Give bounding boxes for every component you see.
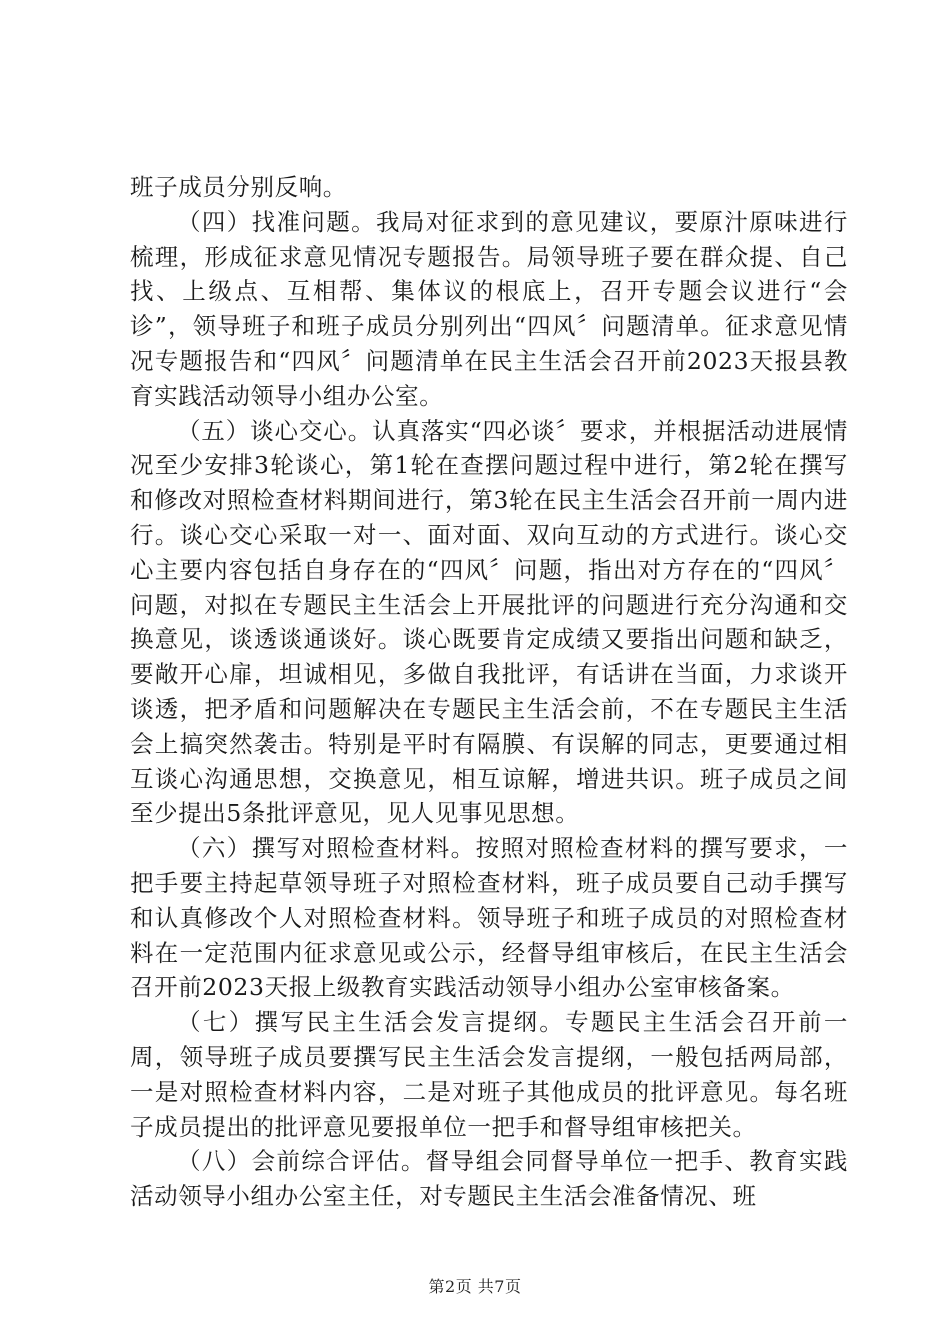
paragraph-continuation: 班子成员分别反响。 (130, 173, 347, 201)
paragraph-section-5: （五）谈心交心。认真落实“四必谈〞要求，并根据活动进展情况至少安排3轮谈心，第1轮在查摆问题过程中进行，第2轮在撰写和修改对照检查材料期间进行，第3轮在民主生活会召开前一周内进行。谈心交心采取一对一、面对面、双向互动的方式进行。谈心交心主要内容包括自身存在的“四风〞问题，指出对方存在的“四风〞问题，对拟在专题民主生活会上开展批评的问题进行充分沟通和交换意见，谈透谈通谈好。谈心既要肯定成绩又要指出问题和缺乏，要敞开心扉，坦诚相见，多做自我批评，有话讲在当面，力求谈开谈透，把矛盾和问题解决在专题民主生活会前，不在专题民主生活会上搞突然袭击。特别是平时有隔膜、有误解的同志，更要通过相互谈心沟通思想，交换意见，相互谅解，增进共识。班子成员之间至少提出5条批评意见，见人见事见思想。 (130, 416, 848, 828)
paragraph-section-6: （六）撰写对照检查材料。按照对照检查材料的撰写要求，一把手要主持起草领导班子对照检查材料，班子成员要自己动手撰写和认真修改个人对照检查材料。领导班子和班子成员的对照检查材料在一定范围内征求意见或公示，经督导组审核后，在民主生活会召开前2023天报上级教育实践活动领导小组办公室审核备案。 (130, 834, 848, 1002)
paragraph-section-4: （四）找准问题。我局对征求到的意见建议，要原汁原味进行梳理，形成征求意见情况专题报告。局领导班子要在群众提、自己找、上级点、互相帮、集体议的根底上，召开专题会议进行“会诊”，领导班子和班子成员分别列出“四风〞问题清单。征求意见情况专题报告和“四风〞问题清单在民主生活会召开前2023天报县教育实践活动领导小组办公室。 (130, 207, 848, 410)
paragraph-section-7: （七）撰写民主生活会发言提纲。专题民主生活会召开前一周，领导班子成员要撰写民主生活会发言提纲，一般包括两局部，一是对照检查材料内容，二是对班子其他成员的批评意见。每名班子成员提出的批评意见要报单位一把手和督导组审核把关。 (130, 1008, 848, 1141)
paragraph-section-8: （八）会前综合评估。督导组会同督导单位一把手、教育实践活动领导小组办公室主任，对专题民主生活会准备情况、班 (130, 1147, 848, 1211)
page-number-footer: 第2页 共7页 (428, 1277, 522, 1296)
document-body (130, 170, 848, 1214)
